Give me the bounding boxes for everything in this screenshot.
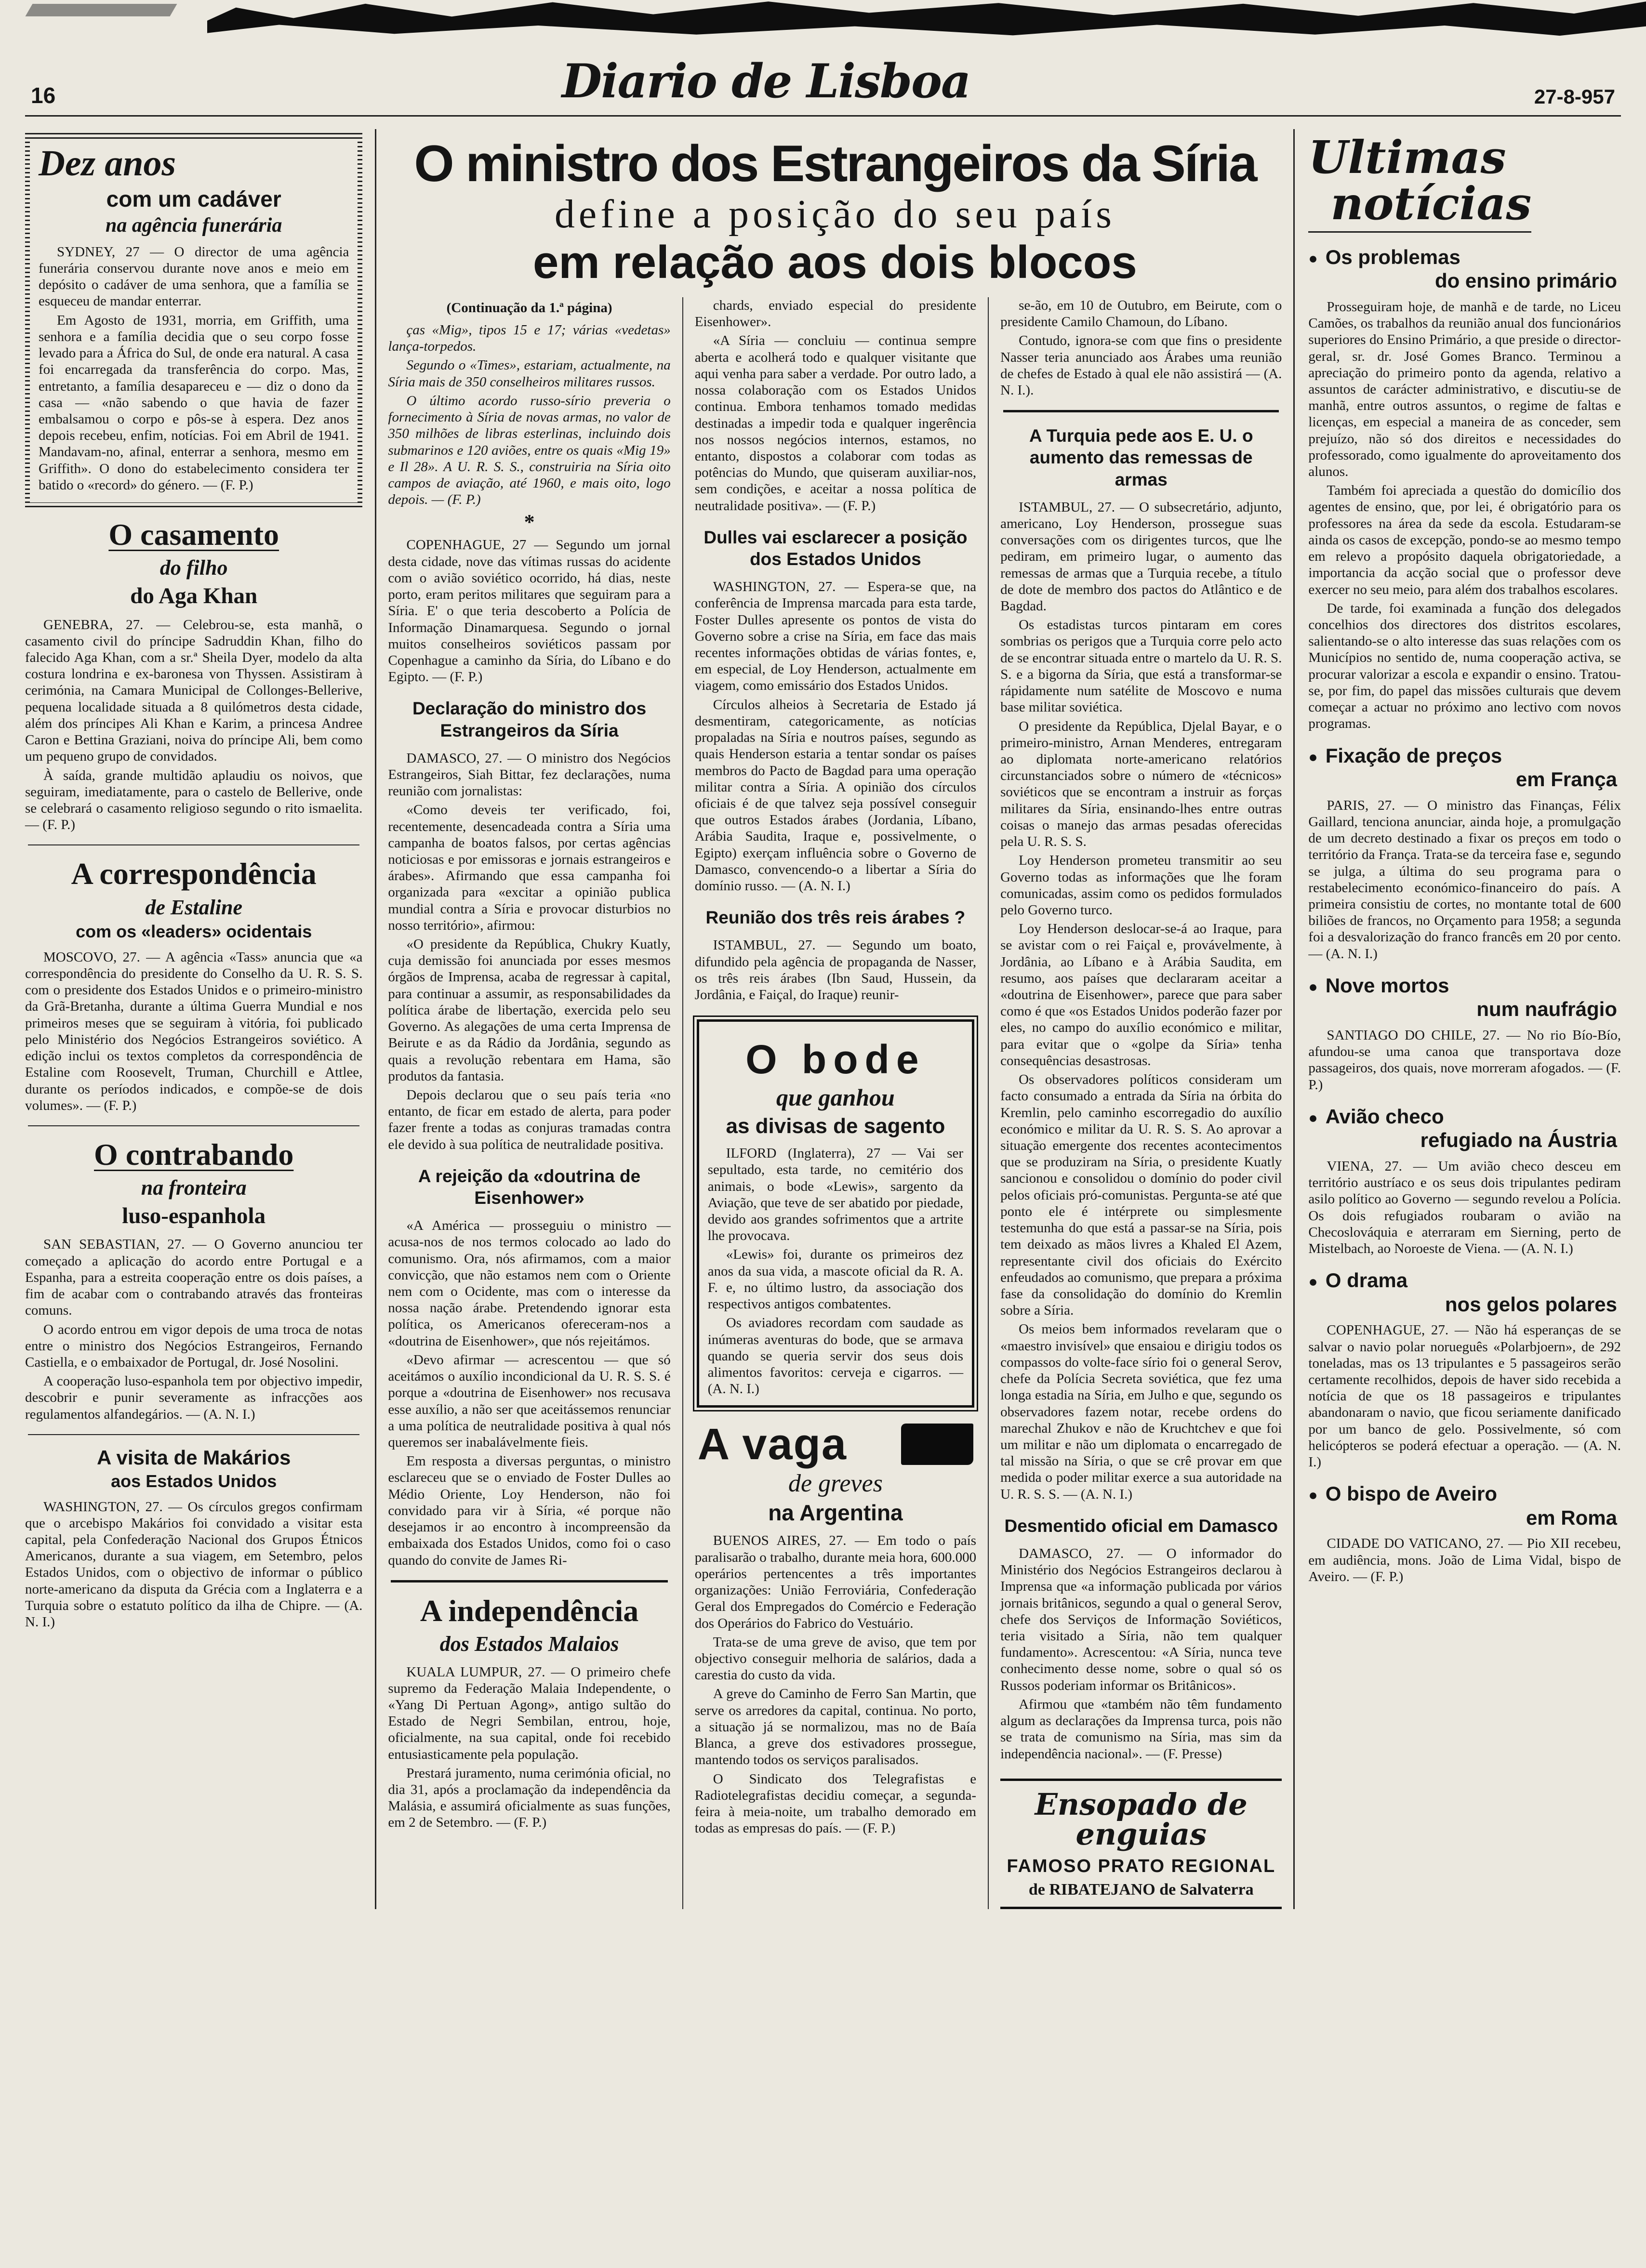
article-argentina-strikes: [695, 1422, 976, 1836]
title-line: notícias: [1308, 181, 1531, 233]
article-title: Dulles vai esclarecer a posição dos Estados Unidos: [704, 527, 968, 569]
paragraph: Prestará juramento, numa cerimónia oficial, no dia 31, após a proclamação da independência da Malásia, e assumirá oficialmente as suas funções, em 2 de Setembro. — (F. P.): [388, 1765, 671, 1831]
bullet-icon: ●: [1308, 1108, 1318, 1126]
center-section: [375, 129, 1295, 1909]
article-body: [695, 579, 976, 894]
article-body: [1308, 1027, 1621, 1093]
column-4: [988, 297, 1293, 1909]
column-2: [376, 297, 682, 1909]
article-title: Reunião dos três reis árabes ?: [705, 908, 966, 928]
paragraph: Segundo o «Times», estariam, actualmente, na Síria mais de 350 conselheiros militares russos.: [388, 357, 671, 390]
article-syria-minister-statement: [388, 698, 670, 1153]
title-line: do Aga Khan: [130, 583, 258, 608]
rule-divider: [1003, 410, 1279, 412]
paragraph: «Lewis» foi, durante os primeiros dez anos da sua vida, a mascote oficial da R. A. F. e, no último lustro, da associação dos respectivos antigos combatentes.: [707, 1247, 964, 1312]
title-line: Nove mortos: [1325, 974, 1449, 997]
article-title: [39, 145, 349, 237]
article-primary-education: [1308, 245, 1621, 732]
title-line: do ensino primário: [1434, 269, 1617, 292]
paragraph: Contudo, ignora-se com que fins o presidente Nasser teria anunciado aos Árabes uma reunião de chefes de Estado à qual ele não assistirá — (A. N. I.).: [1000, 333, 1282, 398]
article-body: [1308, 797, 1621, 962]
paragraph: «Devo afirmar — acrescentou — que só aceitámos o auxílio incondicional da U. R. S. S. é porque a «doutrina de Eisenhower» nos recusava esse auxílio, a não ser que aceitássemos renunciar a uma política de neutralidade positiva à qual nós queremos ser inabalávelmente fieis.: [388, 1352, 671, 1450]
title-line: O casamento: [108, 517, 279, 552]
issue-date: 27-8-957: [1534, 85, 1615, 108]
article-funeral-agency: [25, 133, 362, 509]
masthead: Diario de Lisboa: [561, 54, 970, 108]
title-line: O bispo de Aveiro: [1325, 1482, 1498, 1505]
article-title: [695, 1422, 976, 1526]
article-czech-plane-refuge: [1308, 1105, 1621, 1257]
paragraph: chards, enviado especial do presidente Eisenhower».: [694, 298, 977, 330]
paragraph: O Sindicato dos Telegrafistas e Radiotelegrafistas decidiu começar, a segunda-feira à meia-noite, um trabalho demorado em todas as empresas do país. — (F. P.): [694, 1771, 977, 1836]
article-body: [1308, 1322, 1621, 1470]
rule-divider: [28, 1125, 359, 1126]
article-aga-khan-wedding: [25, 518, 362, 833]
bullet-icon: ●: [1308, 748, 1318, 765]
paragraph: CIDADE DO VATICANO, 27. — Pio XII recebeu, em audiência, mons. João de Lima Vidal, bispo de Aveiro. — (F. P.): [1308, 1536, 1621, 1584]
bullet-icon: ●: [1308, 249, 1318, 267]
paragraph: ças «Mig», tipos 15 e 17; várias «vedetas» lança-torpedos.: [388, 322, 671, 355]
title-line: do filho: [159, 556, 228, 580]
bullet-icon: ●: [1308, 1486, 1318, 1504]
paragraph: Os estadistas turcos pintaram em cores sombrias os perigos que a Turquia corre pelo acto de se encontrar situada entre o martelo da U. R. S. S. e a bigorna da Síria, que está a transformar-se rápidamente num satélite de Moscovo e numa base militar soviética.: [1000, 617, 1282, 715]
star-separator: *: [524, 510, 535, 534]
article-title: A Turquia pede aos E. U. o aumento das remessas de armas: [1029, 426, 1253, 489]
title-line: A vaga: [697, 1420, 848, 1469]
article-title: [1308, 1105, 1621, 1152]
article-body: [1308, 1158, 1621, 1257]
article-title: [1308, 1268, 1621, 1316]
article-damascus-denial: [1000, 1515, 1282, 1762]
article-body: [388, 1664, 670, 1831]
article-title: [25, 518, 362, 608]
article-france-prices: [1308, 744, 1621, 962]
title-line: O drama: [1325, 1269, 1408, 1292]
paragraph: «A América — prosseguiu o ministro — acusa-nos de nos termos colocado ao lado do comunismo. Ora, nós afirmamos, com a maior convicção, que não estamos nem com o Oriente nem com o Ocidente, mas com o interesse da nossa nação árabe. Pretendendo ignorar esta política, os Americanos ofereceram-nos a «doutrina de Eisenhower», que nós rejeitámos.: [388, 1218, 671, 1349]
article-title: [1308, 245, 1621, 293]
paragraph: SANTIAGO DO CHILE, 27. — No rio Bío-Bío, afundou-se uma canoa que transportava doze passageiros, dos quais, nove morreram afogados. — (F. P.): [1308, 1027, 1621, 1093]
headline-line-1: O ministro dos Estrangeiros da Síria: [414, 134, 1256, 192]
article-malay-independence: [388, 1594, 670, 1831]
ad-subtitle: FAMOSO PRATO REGIONAL: [1007, 1856, 1276, 1876]
title-line: na fronteira: [141, 1176, 247, 1200]
title-line: O contrabando: [94, 1137, 294, 1172]
article-body: [25, 1236, 362, 1422]
article-body: [25, 617, 362, 833]
paragraph: DAMASCO, 27. — O ministro dos Negócios Estrangeiros, Siah Bittar, fez declarações, numa reunião com jornalistas:: [388, 750, 671, 799]
paragraph: Também foi apreciada a questão do domicílio dos agentes de ensino, que, por lei, é obrigatório para os professores na área da sede da escola. Estudaram-se ainda os casos de excepção, pondo-se ao mesmo tempo em relevo a propósito daquela obrigatoriedade, a importancia da acção social que o professor deve exercer no seu meio, para além dos trabalhos escolares.: [1308, 483, 1621, 597]
title-line: A correspondência: [71, 857, 317, 891]
article-smuggling-border: [25, 1138, 362, 1423]
title-line: Avião checo: [1325, 1105, 1444, 1128]
paragraph: BUENOS AIRES, 27. — Em todo o país paralisarão o trabalho, durante meia hora, 600.000 operários pertencentes a três importantes organizações: União Ferroviária, Confederação Geral dos Empregados do Comércio e Federação dos Operários do Fabrico do Vestuário.: [694, 1533, 977, 1631]
paragraph: ISTAMBUL, 27. — O subsecretário, adjunto, americano, Loy Henderson, prossegue suas conversações com os dirigentes turcos, que lhe pediram, em primeiro lugar, o aumento das remessas de armas que a Turquia recebe, a título de dote de membro dos pactos do Atlântico e de Bagdad.: [1000, 499, 1282, 614]
article-body: [1308, 299, 1621, 732]
article-title: [1308, 744, 1621, 791]
paragraph: Loy Henderson deslocar-se-á ao Iraque, para se avistar com o rei Faiçal e, provávelmente, à Jordânia, ao Líbano e à Arábia Saudita, em resumo, aos países que declararam aceitar a «doutrina de Eisenhower», parece que para saber como é que «os Estados Unidos poderão fazer por eles, no campo do auxílio económico e militar, para evitar que o «golpe da Síria» tenha consequências desastrosas.: [1000, 921, 1282, 1068]
paragraph: O presidente da República, Djelal Bayar, e o primeiro-ministro, Arnan Menderes, entregaram ao diplomata norte-americano relatórios circunstanciados sobre o número de «técnicos» soviéticos que se encontram a instruir as forças militares da Síria, ensinando-lhes entre outras coisas o manejo das armas pesadas oferecidas pela U. R. S. S.: [1000, 718, 1282, 850]
title-line: aos Estados Unidos: [111, 1471, 277, 1491]
title-line: A independência: [420, 1593, 639, 1628]
paragraph: De tarde, foi examinada a função dos delegados concelhios dos directores dos distritos escolares, salientando-se o alto interesse das suas relações com os Municípios no sentido de, numa cooperação activa, se procurar valorizar a escola e expandir o ensino. Tratou-se, por fim, do papel das missões culturais que devem começar a actuar no próximo ano lectivo com novos programas.: [1308, 600, 1621, 732]
article-title: [1308, 974, 1621, 1021]
paragraph: A cooperação luso-espanhola tem por objectivo impedir, descobrir e punir severamente as infracções aos regulamentos alfandegários. — (A. N. I.): [25, 1373, 363, 1422]
paragraph: «A Síria — concluiu — continua sempre aberta e acolherá todo e qualquer visitante que aqui venha para saber a verdade. Por outro lado, a nossa colaboração com os Estados Unidos continua. Embora tenhamos tomado medidas destinadas a impedir toda e qualquer ingerência nos nossos negócios internos, estamos, no entanto, dispostos a colaborar com todas as potências do Mundo, que quiseram auxiliar-nos, sem condições, e aceitar a nossa política de neutralidade positiva». — (F. P.): [694, 333, 977, 514]
column-left: [23, 129, 375, 1909]
paragraph: SAN SEBASTIAN, 27. — O Governo anunciou ter começado a aplicação do acordo entre Portugal e a Espanha, para a estreita cooperação entre os dois países, a fim de acabar com o contrabando através das fronteiras comuns.: [25, 1237, 363, 1319]
paragraph: Os observadores políticos consideram um facto consumado a entrada da Síria na órbita do Kremlin, pelo caminho escorregadio do auxílio económico e militar da U. R. S. S. Ao aprovar a situação emergente dos recentes acontecimentos que se produziram na Síria, o presidente Kuatly sancionou e consolidou o domínio do poder civil pelos oficiais pró-comunistas. Pergunta-se até que ponto ele é intérprete ou simplesmente testemunha do que está a passar-se na Síria, pois tem deixado as mãos livres a Khaled El Azem, representante civil dos oficiais do Exército enfeudados ao comunismo, que prepara a próxima fase da consolidação do domínio do Kremlin sobre a Síria.: [1000, 1072, 1282, 1319]
article-title: [1308, 1482, 1621, 1530]
article-makarios-visit: [25, 1447, 362, 1631]
paragraph: COPENHAGUE, 27 — Segundo um jornal desta cidade, nove das vítimas russas do acidente com o avião soviético ocorrido, há dias, neste porto, eram peritos militares que seguiram para a Síria. E' o que teria descoberto a Polícia de Informação Dinamarquesa. Segundo o jornal muitos conselheiros soviéticos passam por Copenhague a caminho da Síria, do Líbano e do Egipto. — (F. P.): [388, 537, 671, 685]
headline-line-2: define a posição do seu país: [554, 192, 1115, 237]
article-goat-sergeant: [697, 1019, 974, 1408]
article-body: [1000, 499, 1282, 1503]
paragraph: MOSCOVO, 27. — A agência «Tass» anuncia que «a correspondência do presidente do Conselho da U. R. S. S. com o presidente dos Estados Unidos e o primeiro-ministro da Grã-Bretanha, durante a última Guerra Mundial e nos primeiros meses que se seguiram à vitória, foi publicado pelo Ministério dos Negócios Estrangeiros soviético. A edição inclui os textos completos da correspondência de Estaline com Roosevelt, Truman, Churchill e Attlee, durante os períodos indicados, e compõe-se de dois volumes». — (F. P.): [25, 949, 363, 1113]
article-title: [25, 1447, 362, 1491]
scan-smudge-artifact: [25, 4, 177, 16]
title-line: na agência funerária: [106, 214, 282, 237]
article-title: Desmentido oficial em Damasco: [1004, 1516, 1278, 1536]
article-title: Declaração do ministro dos Estrangeiros da Síria: [412, 699, 647, 740]
paragraph: Os aviadores recordam com saudade as inúmeras aventuras do bode, que se armava quando se queria servir dos seus dois alimentos favoritos: cerveja e cigarros. — (A. N. I.): [707, 1315, 964, 1397]
article-body: [25, 1499, 362, 1631]
paragraph: KUALA LUMPUR, 27. — O primeiro chefe supremo da Federação Malaia Independente, o «Yang Di Pertuan Agong», antigo sultão do Estado de Negri Sembilan, entrou, hoje, oficialmente, na sua capital, onde foi recebido entusiasticamente pela população.: [388, 1664, 671, 1762]
title-line: Ultimas: [1308, 131, 1506, 184]
main-headline: [376, 131, 1293, 290]
paragraph: Em resposta a diversas perguntas, o ministro esclareceu que se o enviado de Foster Dulles ao Médio Oriente, Loy Henderson, não foi convidado para vir à Síria, «é porque não desejamos ir ao encontro à incompreensão da embaixada dos Estados Unidos, como foi o caso quando do convite de James Ri-: [388, 1453, 671, 1568]
title-line: O bode: [745, 1037, 926, 1082]
article-title: [708, 1039, 963, 1138]
paragraph: SYDNEY, 27 — O director de uma agência funerária conservou durante nove anos e meio em depósito o cadáver de uma senhora, que a família se esqueceu de mandar enterrar.: [39, 244, 349, 309]
paragraph: WASHINGTON, 27. — Os círculos gregos confirmam que o arcebispo Makários foi convidado a visitar esta capital, pela Confederação Nacional dos Grupos Étnicos Americanos, durante a sua viagem, em Setembro, pelos Estados Unidos, com o objectivo de informar o público norte-americano da disputa da Grécia com a Inglaterra e a Turquia sobre o estatuto político da ilha de Chipre. — (A. N. I.): [25, 1499, 363, 1630]
title-line: de greves: [788, 1470, 883, 1498]
paragraph: DAMASCO, 27. — O informador do Ministério dos Negócios Estrangeiros declarou à Imprensa que «a informação publicada por vários jornais britânicos, segundo a qual o general Serov, chefe dos Serviços de Informação Soviéticos, teria visitado a Síria, não tem qualquer fundamento». Acrescentou: «A Síria, nunca teve conhecimento desse nome, sobre o qual só os Russos poderiam informar os Britânicos».: [1000, 1545, 1282, 1693]
title-line: em França: [1515, 768, 1617, 791]
paragraph: WASHINGTON, 27. — Espera-se que, na conferência de Imprensa marcada para esta tarde, Foster Dulles apresente os pontos de vista do Governo sobre a crise na Síria, em face das mais recentes informações obtidas de várias fontes, e, em especial, de Loy Henderson, actualmente em viagem, como emissário dos Estados Unidos.: [694, 579, 977, 694]
article-body: [1000, 1545, 1282, 1762]
article-title: [25, 857, 362, 941]
article-body: [708, 1145, 963, 1397]
rule-divider: [28, 1434, 359, 1435]
title-line: dos Estados Malaios: [439, 1632, 619, 1656]
title-line: em Roma: [1526, 1506, 1617, 1529]
paragraph: «Como deveis ter verificado, foi, recentemente, desencadeada contra a Síria uma campanha de boatos falsos, por certas agências noticiosas e por emissoras e jornais estrangeiros e árabes». Afirmando que essa campanha foi organizada para «excitar a opinião publica mundial contra a Síria e provocar disturbios no nosso território», afirmou:: [388, 802, 671, 933]
rule-divider: [391, 1580, 667, 1582]
paragraph: GENEBRA, 27. — Celebrou-se, esta manhã, o casamento civil do príncipe Sadruddin Khan, filho do falecido Aga Khan, com a sr.ª Sheila Dyer, modelo da alta costura londrina e ex-baronesa von Thyssen. Assistiram à cerimónia, na Camara Municipal de Collonges-Bellerive, pequena localidade situada a 8 quilómetros desta cidade, além dos príncipes Ali Khan e Karim, a princesa Andree Caron e Bettina Graziani, noiva do príncipe Ali, bem como um pequeno grupo de convidados.: [25, 617, 363, 765]
continuation-kicker: (Continuação da 1.ª página): [446, 300, 612, 316]
frame-inner: [30, 140, 358, 502]
striped-frame: [25, 133, 362, 509]
article-stalin-correspondence: [25, 857, 362, 1114]
title-line: com um cadáver: [106, 186, 281, 211]
article-body: [39, 244, 349, 493]
paragraph: O último acordo russo-sírio preveria o fornecimento à Síria de novas armas, no valor de 350 milhões de libras esterlinas, incluindo dois submarinos e 120 aviões, entre os quais «Mig 19» e Il 28». A U. R. S. S., construiria na Síria oito campos de aviação, até 1960, e mais oito, logo depois. — (F. P.): [388, 393, 671, 508]
ad-footer: de RIBATEJANO de Salvaterra: [1028, 1880, 1254, 1899]
title-line: as divisas de sagento: [726, 1114, 945, 1138]
paragraph: Afirmou que «também não têm fundamento algum as declarações da Imprensa turca, pois não se trata de comunismo na Síria, mas sim da independência nacional». — (F. Presse): [1000, 1696, 1282, 1762]
article-dulles-position: [695, 527, 976, 894]
title-line: refugiado na Áustria: [1420, 1129, 1617, 1152]
paragraph: Depois declarou que o seu país teria «no entanto, de ficar em estado de alerta, para poder fazer frente a todas as conjuras tramadas contra ele devido à sua política de neutralidade positiva.: [388, 1087, 671, 1152]
rule-divider: [28, 844, 359, 845]
paragraph: O acordo entrou em vigor depois de uma troca de notas entre o ministro dos Negócios Estrangeiros, Fernando Castiella, e o embaixador de Portugal, dr. José Nosolini.: [25, 1321, 363, 1370]
article-body: [695, 937, 976, 1003]
article-bishop-aveiro-rome: [1308, 1482, 1621, 1585]
article-body: [388, 322, 670, 508]
title-line: luso-espanhola: [122, 1203, 266, 1228]
paragraph: A greve do Caminho de Ferro San Martin, que serve os arredores da capital, continua. No porto, a situação já se normalizou, mas no de Baía Blanca, a greve dos estivadores prossegue, mantendo todos os serviços paralisados.: [694, 1686, 977, 1768]
article-body: [388, 1217, 670, 1569]
paragraph: À saída, grande multidão aplaudiu os noivos, que seguiram, imediatamente, para o castelo de Bellerive, onde se celebrará o casamento religioso segundo o rito ismaelita. — (F. P.): [25, 767, 363, 833]
column-latest-news: [1295, 129, 1623, 1909]
bullet-icon: ●: [1308, 1273, 1318, 1291]
paragraph: «O presidente da República, Chukry Kuatly, cuja demissão foi anunciada por esses mesmos órgãos de Imprensa, acaba de regressar à capital, para continuar a assumir, as responsabilidades da política árabe de libertação, exercida pelo seu Governo. As alegações de uma certa Imprensa de Beirute e as da Rádio da Jordânia, segundo as quais a revolução rebentara em Hama, são produtos da fantasia.: [388, 936, 671, 1084]
paragraph: Loy Henderson prometeu transmitir ao seu Governo todas as informações que lhe foram comunicadas, assim como os pedidos formulados pelo Governo turco.: [1000, 853, 1282, 918]
page-number: 16: [31, 83, 56, 108]
article-title: A rejeição da «doutrina de Eisenhower»: [418, 1166, 641, 1208]
article-body: [388, 750, 670, 1153]
title-line: A visita de Makários: [97, 1446, 291, 1469]
paragraph: COPENHAGUE, 27. — Não há esperanças de se salvar o navio polar norueguês «Polarbjoern», de 292 toneladas, mas os 13 tripulantes e 5 passageiros serão certamente recolhidos, depois de haver sido recebida a notícia de que os 18 passageiros e tripulantes abandonaram o navio, que ficou seriamente danificado por um banco de gelo. Possivelmente, só com helicópteros se poderá efectuar a operação. — (A. N. I.): [1308, 1322, 1621, 1470]
paragraph: se-ão, em 10 de Outubro, em Beirute, com o presidente Camilo Chamoun, do Líbano.: [1000, 298, 1282, 330]
title-line: de Estaline: [145, 895, 243, 919]
article-body: [695, 297, 976, 514]
title-line: Dez anos: [39, 143, 176, 184]
paragraph: Os meios bem informados revelaram que o «maestro invisível» que ensaiou e dirigiu todos os compassos do volte-face sírio foi o general Serov, chefe da Polícia Secreta soviética, que fez uma longa estadia na Síria, em Julho e que, segundo os observadores fazem notar, recebe ordens do marechal Zhukov e não de Kruchtchev e que foi um militar e não um diplomata o encarregado de tal missão na Síria, o que se crê provar em que medida o poder militar exerce a sua autoridade na U. R. S. S. — (A. N. I.): [1000, 1321, 1282, 1502]
paragraph: ISTAMBUL, 27. — Segundo um boato, difundido pela agência de propaganda de Nasser, os três reis árabes (Ibn Saud, Hussein, da Jordânia, e Faiçal, do Iraque) reunir-: [694, 937, 977, 1003]
article-three-kings-meeting: [695, 907, 976, 1003]
article-body: [695, 1532, 976, 1836]
paragraph: ILFORD (Inglaterra), 27 — Vai ser sepultado, esta tarde, no cemitério dos animais, o bode «Lewis», sargento da Aviação, que teve de ser abatido por piedade, devido aos grandes sofrimentos que a artrite lhe provocava.: [707, 1146, 964, 1244]
article-body: [1000, 297, 1282, 398]
article-polar-ice-drama: [1308, 1268, 1621, 1470]
advertisement-eel-stew: [1000, 1779, 1282, 1909]
paragraph: Em Agosto de 1931, morria, em Griffith, uma senhora e a família decidia que o seu corpo fosse levado para a África do Sul, de onde era natural. A casa foi encarregada da transferência do corpo. Mas, entretanto, a família desapareceu e — diz o dono da casa — «não sabendo o que havia de fazer embalsamou o corpo e pôs-se à espera. Dez anos depois recebeu, enfim, notícias. Foi em Abril de 1941. Mandavam-no, afinal, enterrar a senhora, mesmo em Griffith». O dono do estabelecimento considera ter batido o «record» do género. — (F. P.): [39, 312, 349, 493]
title-line: Os problemas: [1325, 245, 1460, 268]
article-body: [1308, 1535, 1621, 1585]
latest-news-title: [1308, 131, 1621, 233]
title-line: na Argentina: [768, 1500, 903, 1526]
center-columns: [376, 297, 1293, 1909]
ad-title: Ensopado de enguias: [1035, 1786, 1248, 1852]
title-row: [695, 1420, 976, 1469]
title-line: com os «leaders» ocidentais: [76, 922, 312, 942]
article-title: [388, 1594, 670, 1656]
article-title: [25, 1138, 362, 1228]
title-line: num naufrágio: [1476, 998, 1617, 1021]
article-turkey-arms-request: [1000, 425, 1282, 1503]
article-body: [388, 537, 670, 685]
title-line: que ganhou: [776, 1084, 895, 1111]
article-eisenhower-doctrine-rejection: [388, 1165, 670, 1569]
bullet-icon: ●: [1308, 977, 1318, 995]
column-3: [682, 297, 988, 1909]
title-line: nos gelos polares: [1445, 1292, 1617, 1316]
paragraph: Trata-se de uma greve de aviso, que tem por objectivo conseguir melhoria de salários, dada a carestia do custo da vida.: [694, 1634, 977, 1683]
paragraph: Prosseguiram hoje, de manhã e de tarde, no Liceu Camões, os trabalhos da reunião anual dos funcionários superiores do Ensino Primário, a que preside o director-geral, sr. dr. José Gomes Branco. Terminou a apreciação do primeiro ponto da agenda, relativo a assuntos de carácter administrativo, e discutiu-se de manhã, entre outros assuntos, o regime de faltas e licenças, em especial a maneira de as conceder, sem prejuízo, não só dos direitos e necessidades do professorado, como igualmente do aproveitamento dos alunos.: [1308, 299, 1621, 480]
ink-blot-artifact: [901, 1424, 973, 1465]
paragraph: VIENA, 27. — Um avião checo desceu em território austríaco e os seus dois tripulantes pediram asilo político ao Governo — segundo revelou a Polícia. Os dois refugiados roubaram o avião na Checoslováquia e aterraram em Sierning, perto de Mistelbach, ao Noroeste de Viena. — (A. N. I.): [1308, 1158, 1621, 1256]
headline-line-3: em relação aos dois blocos: [532, 237, 1137, 288]
paragraph: PARIS, 27. — O ministro das Finanças, Félix Gaillard, tenciona anunciar, ainda hoje, a promulgação de um decreto destinado a fixar os preços em todo o território da França. Trata-se da terceira fase e, segundo se julga, a última do seu programa para o restabelecimento económico-financeiro do país. A primeira consistiu de cortes, no montante total de 600 biliões de francos, no Orçamento para 1958; a segunda foi a desvalorização do franco francês em 20 por cento. — (A. N. I.): [1308, 797, 1621, 962]
article-shipwreck-deaths: [1308, 974, 1621, 1093]
page-content: [0, 117, 1646, 1943]
title-line: Fixação de preços: [1325, 744, 1502, 767]
paragraph: Círculos alheios à Secretaria de Estado já desmentiram, categoricamente, as notícias propaladas na Síria e noutros países, segundo as quais Henderson estaria a tentar sondar os países membros do Pacto de Bagdad para uma operação militar contra a Síria. A opinião dos círculos oficiais é de que talvez seja possível conseguir que outros Estados árabes (Jordania, Líbano, Arábia Saudita, Iraque e, possivelmente, o Egipto) exerçam influência sobre o Governo de Damasco, convencendo-o a libertar a Síria do domínio russo. — (A. N. I.): [694, 697, 977, 894]
article-body: [25, 949, 362, 1114]
